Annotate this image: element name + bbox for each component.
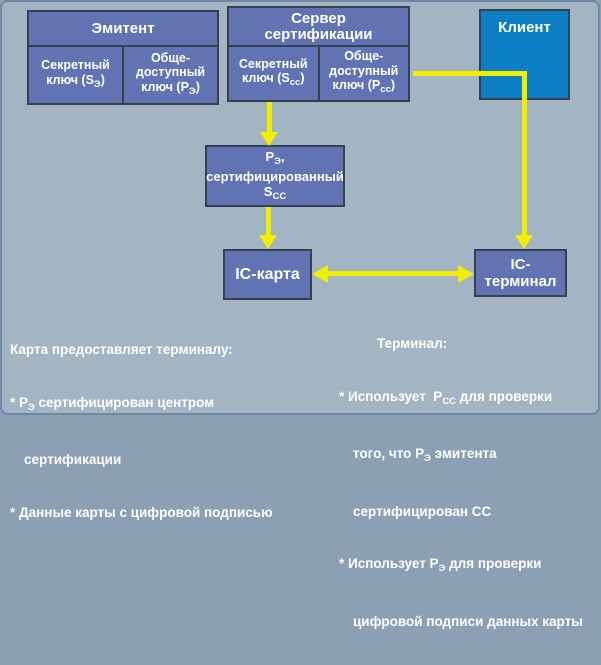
emitent-title: Эмитент [29, 12, 217, 47]
arrow-pcc-to-terminal-hline [413, 71, 527, 76]
emitent-box [27, 10, 219, 105]
ic-terminal-box [474, 249, 567, 297]
card-note-item1b: сертификации [24, 452, 122, 467]
ic-card-box [223, 249, 312, 300]
card-note [10, 306, 340, 556]
server-secret-key-cell: Секретный ключ $(S_{сс})$ [238, 56, 312, 88]
card-note-item1: * $P_Э$ сертифицирован центром [10, 394, 215, 413]
arrow-certkey-to-iccard-head-icon [259, 235, 277, 249]
cert-server-box [227, 6, 410, 102]
server-public-key-cell: Обще-доступный ключ $(P_{сс})$ [318, 47, 409, 100]
emitent-secret-key-cell: Секретный ключ $(S_Э)$ [41, 58, 114, 90]
terminal-note-item1c: сертифицирован СС [353, 503, 492, 519]
certified-key-line3: $S_{СС}$ [263, 183, 287, 202]
emitent-public-key-cell: Обще-доступный ключ $(P_Э)$ [122, 47, 217, 103]
arrow-server-to-certkey-line [267, 102, 272, 133]
arrow-iccard-icterminal-lefthead-icon [312, 265, 328, 283]
card-note-item2: * Данные карты с цифровой подписью [10, 504, 273, 520]
arrow-certkey-to-iccard-line [266, 207, 271, 236]
arrow-iccard-icterminal-righthead-icon [458, 265, 474, 283]
arrow-iccard-icterminal-line [324, 271, 460, 276]
cert-server-title: Сервер сертификации [229, 8, 408, 47]
ic-card-title: IC-карта [235, 265, 300, 283]
terminal-note-item2b: цифровой подписи данных карты [353, 613, 583, 629]
terminal-note-item2: * Использует $P_Э$ для проверки [339, 556, 542, 574]
certified-key-box [205, 145, 345, 207]
card-note-title: Карта предоставляет терминалу: [10, 342, 233, 357]
arrow-pcc-to-terminal-head-icon [515, 235, 533, 249]
arrow-server-to-certkey-head-icon [260, 132, 278, 146]
arrow-pcc-to-terminal-vline [522, 71, 527, 236]
terminal-note [339, 300, 601, 665]
terminal-note-title: Терминал: [377, 336, 448, 351]
ic-terminal-title: IC-терминал [484, 256, 557, 290]
certified-key-line1: $P_Э$, [265, 148, 285, 167]
client-title: Клиент [498, 19, 551, 36]
terminal-note-item1: * Использует $P_{СС}$ для проверки [339, 388, 553, 407]
terminal-note-item1b: того, что $P_Э$ эмитента [353, 446, 497, 464]
certified-key-line2: сертифицированный [206, 168, 344, 184]
